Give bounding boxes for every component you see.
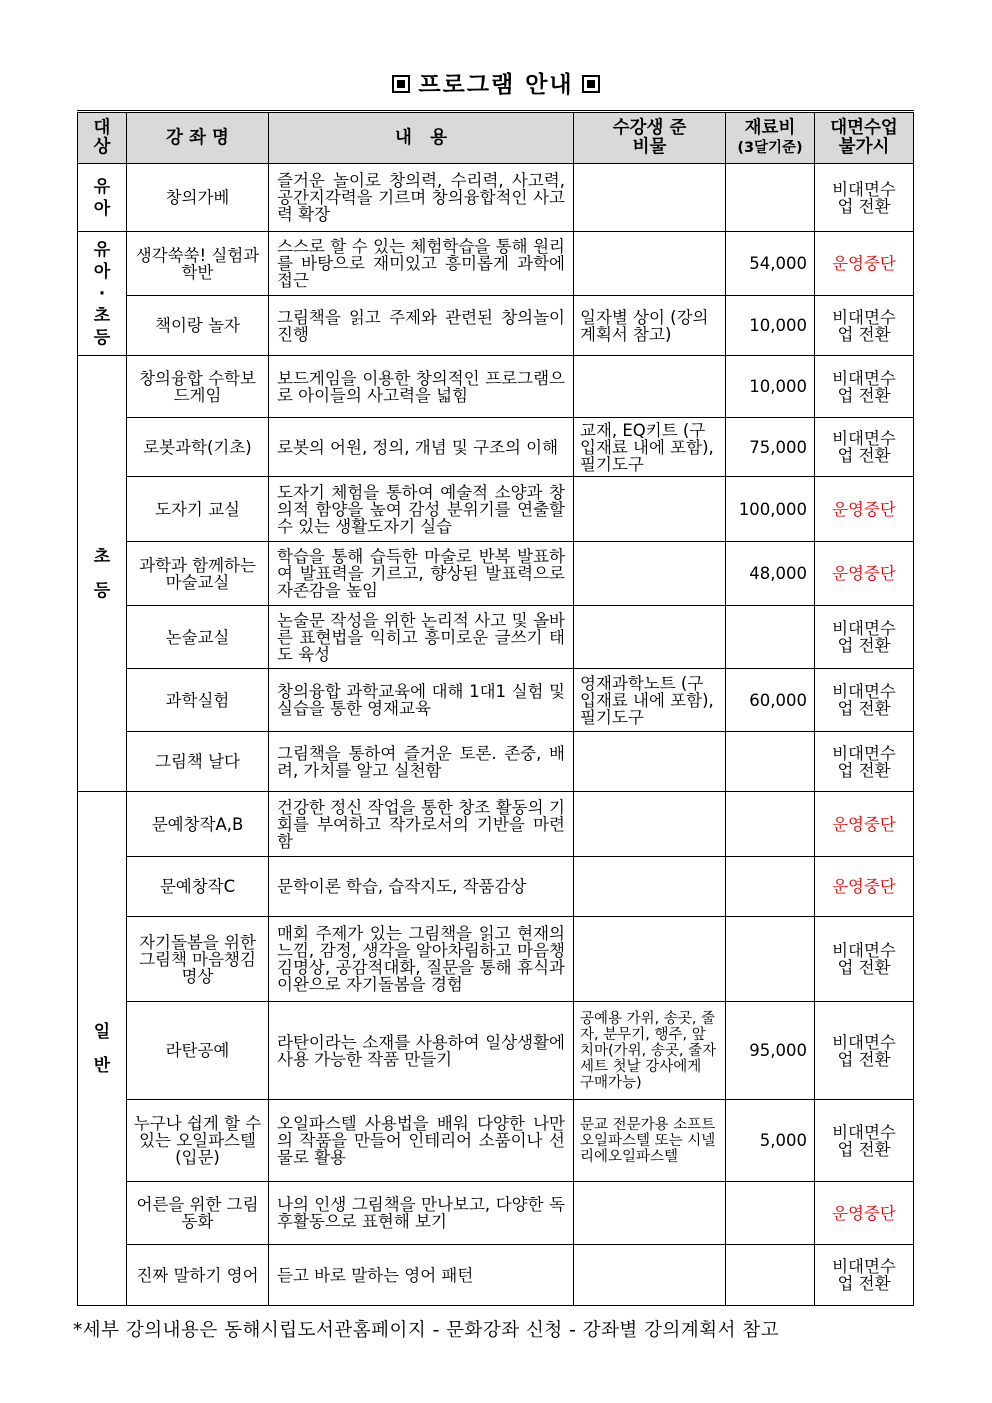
- target-cell: 유아·초등: [78, 232, 127, 356]
- prep-cell: [574, 477, 726, 542]
- table-row: [78, 857, 914, 917]
- content-cell: 스스로 할 수 있는 체험학습을 통해 원리를 바탕으로 재미있고 흥미롭게 과학에 접근: [269, 232, 574, 296]
- content-cell: 보드게임을 이용한 창의적인 프로그램으로 아이들의 사고력을 넓힘: [269, 356, 574, 418]
- header-name: 강 좌 명: [127, 112, 269, 164]
- status-cell: 비대면수업 전환: [815, 356, 914, 418]
- table-row: [78, 1245, 914, 1306]
- header-row: [78, 112, 914, 164]
- prep-cell: [574, 542, 726, 606]
- status-cell: 운영중단: [815, 792, 914, 857]
- course-name-cell: 창의융합 수학보드게임: [127, 356, 269, 418]
- content-cell: 그림책을 읽고 주제와 관련된 창의놀이 진행: [269, 296, 574, 356]
- course-name-cell: 생각쑥쑥! 실험과학반: [127, 232, 269, 296]
- square-bullet-icon: [392, 75, 410, 93]
- course-name-cell: 논술교실: [127, 606, 269, 669]
- fee-cell: [726, 164, 815, 232]
- status-cell: 비대면수업 전환: [815, 164, 914, 232]
- course-name-cell: 과학과 함께하는 마술교실: [127, 542, 269, 606]
- prep-cell: [574, 232, 726, 296]
- status-cell: 운영중단: [815, 232, 914, 296]
- fee-cell: 10,000: [726, 296, 815, 356]
- table-row: [78, 232, 914, 296]
- header-status: 대면수업 불가시: [815, 112, 914, 164]
- status-cell: 비대면수업 전환: [815, 917, 914, 1002]
- fee-cell: 10,000: [726, 356, 815, 418]
- prep-cell: [574, 606, 726, 669]
- fee-cell: 5,000: [726, 1100, 815, 1182]
- prep-cell: [574, 164, 726, 232]
- table-row: [78, 356, 914, 418]
- fee-cell: 95,000: [726, 1002, 815, 1100]
- fee-cell: 48,000: [726, 542, 815, 606]
- prep-cell: [574, 917, 726, 1002]
- header-content: 내 용: [269, 112, 574, 164]
- course-name-cell: 어른을 위한 그림동화: [127, 1182, 269, 1245]
- table-row: [78, 669, 914, 732]
- target-cell: 초등: [78, 356, 127, 792]
- prep-cell: 문교 전문가용 소프트오일파스텔 또는 시넬리에오일파스텔: [574, 1100, 726, 1182]
- course-name-cell: 문예창작C: [127, 857, 269, 917]
- square-bullet-icon: [582, 75, 600, 93]
- prep-cell: [574, 857, 726, 917]
- program-table: [77, 110, 914, 1306]
- content-cell: 건강한 정신 작업을 통한 창조 활동의 기회를 부여하고 작가로서의 기반을 마련함: [269, 792, 574, 857]
- prep-cell: [574, 732, 726, 792]
- table-row: [78, 917, 914, 1002]
- status-cell: 비대면수업 전환: [815, 732, 914, 792]
- content-cell: 나의 인생 그림책을 만나보고, 다양한 독후활동으로 표현해 보기: [269, 1182, 574, 1245]
- fee-cell: [726, 1182, 815, 1245]
- status-cell: 비대면수업 전환: [815, 1245, 914, 1306]
- status-cell: 비대면수업 전환: [815, 669, 914, 732]
- status-cell: 비대면수업 전환: [815, 1002, 914, 1100]
- prep-cell: [574, 356, 726, 418]
- course-name-cell: 그림책 날다: [127, 732, 269, 792]
- content-cell: 그림책을 통하여 즐거운 토론. 존중, 배려, 가치를 알고 실천함: [269, 732, 574, 792]
- course-name-cell: 진짜 말하기 영어: [127, 1245, 269, 1306]
- prep-cell: 공예용 가위, 송곳, 줄자, 분무기, 행주, 앞치마(가위, 송곳, 줄자 세트 첫날 강사에게 구매가능): [574, 1002, 726, 1100]
- content-cell: 오일파스텔 사용법을 배워 다양한 나만의 작품을 만들어 인테리어 소품이나 선물로 활용: [269, 1100, 574, 1182]
- prep-cell: [574, 1182, 726, 1245]
- prep-cell: 영재과학노트 (구입재료 내에 포함), 필기도구: [574, 669, 726, 732]
- content-cell: 창의융합 과학교육에 대해 1대1 실험 및 실습을 통한 영재교육: [269, 669, 574, 732]
- target-cell: 유아: [78, 164, 127, 232]
- content-cell: 도자기 체험을 통하여 예술적 소양과 창의적 함양을 높여 감성 분위기를 연출할 수 있는 생활도자기 실습: [269, 477, 574, 542]
- content-cell: 즐거운 놀이로 창의력, 수리력, 사고력, 공간지각력을 기르며 창의융합적인 사고력 확장: [269, 164, 574, 232]
- status-cell: 비대면수업 전환: [815, 418, 914, 477]
- table-row: [78, 1100, 914, 1182]
- fee-cell: 54,000: [726, 232, 815, 296]
- table-row: [78, 542, 914, 606]
- course-name-cell: 도자기 교실: [127, 477, 269, 542]
- prep-cell: 교재, EQ키트 (구입재료 내에 포함), 필기도구: [574, 418, 726, 477]
- fee-cell: 60,000: [726, 669, 815, 732]
- table-row: [78, 477, 914, 542]
- content-cell: 라탄이라는 소재를 사용하여 일상생활에 사용 가능한 작품 만들기: [269, 1002, 574, 1100]
- title-text: 프로그램 안내: [418, 72, 574, 98]
- status-cell: 비대면수업 전환: [815, 296, 914, 356]
- course-name-cell: 과학실험: [127, 669, 269, 732]
- status-cell: 운영중단: [815, 477, 914, 542]
- fee-cell: [726, 732, 815, 792]
- course-name-cell: 자기돌봄을 위한 그림책 마음챙김 명상: [127, 917, 269, 1002]
- status-cell: 운영중단: [815, 857, 914, 917]
- fee-cell: 75,000: [726, 418, 815, 477]
- table-row: [78, 1002, 914, 1100]
- header-fee: 재료비 (3달기준): [726, 112, 815, 164]
- fee-cell: [726, 857, 815, 917]
- fee-cell: [726, 917, 815, 1002]
- footnote: *세부 강의내용은 동해시립도서관홈페이지 - 문화강좌 신청 - 강좌별 강의계획서 참고: [73, 1320, 780, 1341]
- table-row: [78, 792, 914, 857]
- fee-cell: 100,000: [726, 477, 815, 542]
- table-row: [78, 164, 914, 232]
- course-name-cell: 누구나 쉽게 할 수 있는 오일파스텔(입문): [127, 1100, 269, 1182]
- status-cell: 운영중단: [815, 542, 914, 606]
- table-row: [78, 296, 914, 356]
- prep-cell: [574, 792, 726, 857]
- content-cell: 학습을 통해 습득한 마술로 반복 발표하여 발표력을 기르고, 향상된 발표력으로 자존감을 높임: [269, 542, 574, 606]
- content-cell: 매회 주제가 있는 그림책을 읽고 현재의 느낌, 감정, 생각을 알아차림하고 마음챙김명상, 공감적대화, 질문을 통해 휴식과 이완으로 자기돌봄을 경험: [269, 917, 574, 1002]
- fee-cell: [726, 606, 815, 669]
- table-row: [78, 1182, 914, 1245]
- table-row: [78, 418, 914, 477]
- status-cell: 비대면수업 전환: [815, 606, 914, 669]
- status-cell: 운영중단: [815, 1182, 914, 1245]
- fee-cell: [726, 1245, 815, 1306]
- header-prep: 수강생 준비물: [574, 112, 726, 164]
- table-row: [78, 732, 914, 792]
- prep-cell: [574, 1245, 726, 1306]
- content-cell: 로봇의 어원, 정의, 개념 및 구조의 이해: [269, 418, 574, 477]
- content-cell: 듣고 바로 말하는 영어 패턴: [269, 1245, 574, 1306]
- course-name-cell: 책이랑 놀자: [127, 296, 269, 356]
- course-name-cell: 라탄공예: [127, 1002, 269, 1100]
- status-cell: 비대면수업 전환: [815, 1100, 914, 1182]
- content-cell: 문학이론 학습, 습작지도, 작품감상: [269, 857, 574, 917]
- page-title: [0, 66, 992, 99]
- fee-cell: [726, 792, 815, 857]
- course-name-cell: 문예창작A,B: [127, 792, 269, 857]
- table-row: [78, 606, 914, 669]
- content-cell: 논술문 작성을 위한 논리적 사고 및 올바른 표현법을 익히고 흥미로운 글쓰기 태도 육성: [269, 606, 574, 669]
- prep-cell: 일자별 상이 (강의계획서 참고): [574, 296, 726, 356]
- target-cell: 일반: [78, 792, 127, 1306]
- course-name-cell: 로봇과학(기초): [127, 418, 269, 477]
- course-name-cell: 창의가베: [127, 164, 269, 232]
- header-target: 대상: [78, 112, 127, 164]
